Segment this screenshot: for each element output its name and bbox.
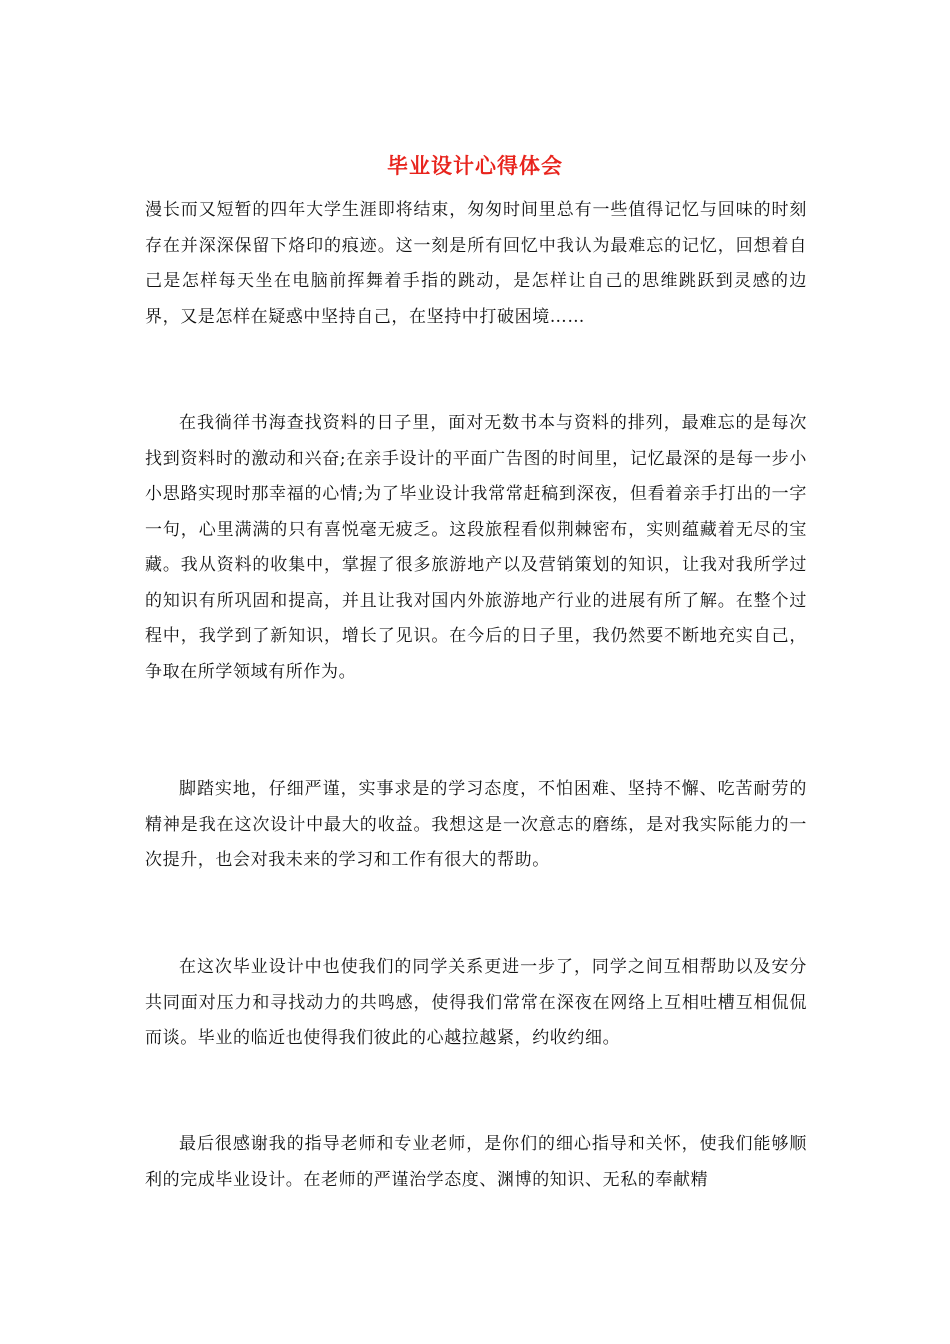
paragraph-thanks: 最后很感谢我的指导老师和专业老师，是你们的细心指导和关怀，使我们能够顺利的完成毕业设计。在老师的严谨治学态度、渊博的知识、无私的奉献精: [145, 1134, 807, 1190]
paragraph-classmates: 在这次毕业设计中也使我们的同学关系更进一步了，同学之间互相帮助以及安分共同面对压力和寻找动力的共鸣感，使得我们常常在深夜在网络上互相吐槽互相侃侃而谈。毕业的临近也使得我们彼此的心越拉越紧，约收约细。: [145, 957, 807, 1048]
paragraph-research: 在我徜徉书海查找资料的日子里，面对无数书本与资料的排列，最难忘的是每次找到资料时的激动和兴奋;在亲手设计的平面广告图的时间里，记忆最深的是每一步小小思路实现时那幸福的心情;为了毕业设计我常常赶稿到深夜，但看着亲手打出的一字一句，心里满满的只有喜悦毫无疲乏。这段旅程看似荆棘密布，实则蕴藏着无尽的宝藏。我从资料的收集中，掌握了很多旅游地产以及营销策划的知识，让我对我所学过的知识有所巩固和提高，并且让我对国内外旅游地产行业的进展有所了解。在整个过程中，我学到了新知识，增长了见识。在今后的日子里，我仍然要不断地充实自己，争取在所学领域有所作为。: [145, 413, 807, 682]
document-title: 毕业设计心得体会: [387, 153, 563, 178]
paragraph-attitude: 脚踏实地，仔细严谨，实事求是的学习态度，不怕困难、坚持不懈、吃苦耐劳的精神是我在这次设计中最大的收益。我想这是一次意志的磨练，是对我实际能力的一次提升，也会对我未来的学习和工作有很大的帮助。: [145, 779, 807, 870]
paragraph-intro: 漫长而又短暂的四年大学生涯即将结束，匆匆时间里总有一些值得记忆与回味的时刻存在并深深保留下烙印的痕迹。这一刻是所有回忆中我认为最难忘的记忆，回想着自己是怎样每天坐在电脑前挥舞着手指的跳动，是怎样让自己的思维跳跃到灵感的边界，又是怎样在疑惑中坚持自己，在坚持中打破困境……: [145, 200, 807, 327]
